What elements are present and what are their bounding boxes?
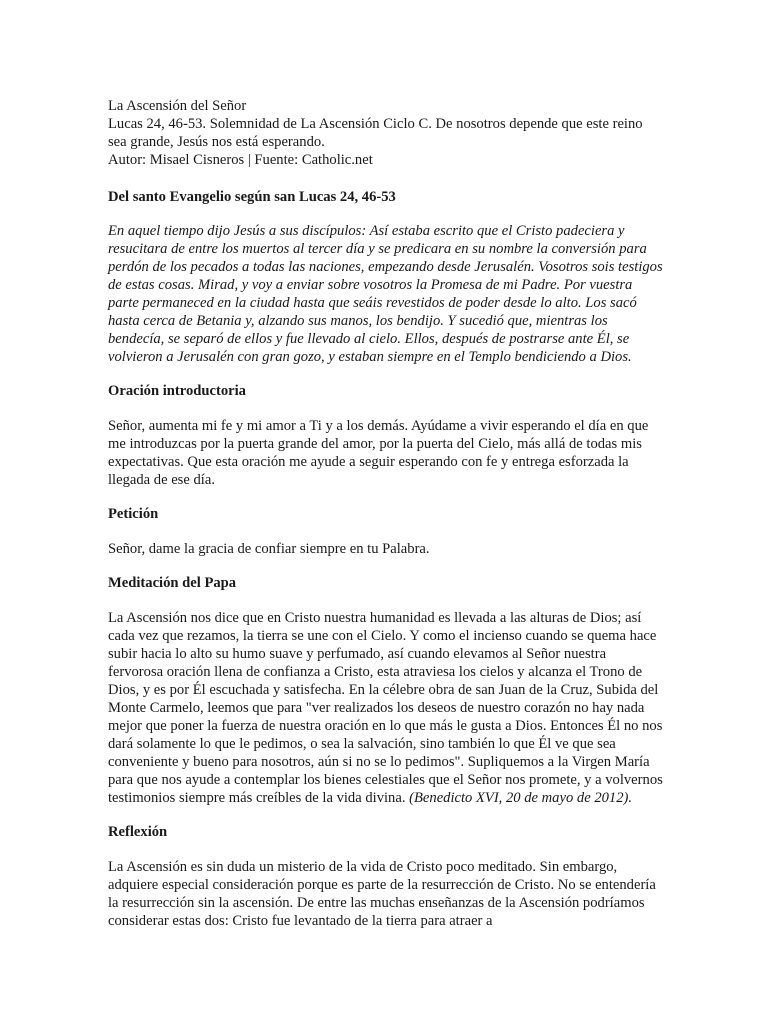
document-title: La Ascensión del Señor (108, 98, 247, 114)
oracion-heading: Oración introductoria (108, 383, 246, 399)
reflexion-text: La Ascensión es sin duda un misterio de la vida de Cristo poco meditado. Sin embargo, adquiere especial consideración porque es parte de la resurrección de Cristo. No se entendería la resurrección sin la ascensión. De entre las muchas enseñanzas de la Ascensión podríamos considerar estas dos: Cristo fue levantado de la tierra para atraer a (108, 859, 656, 929)
meditacion-heading: Meditación del Papa (108, 575, 237, 591)
gospel-text: En aquel tiempo dijo Jesús a sus discípulos: Así estaba escrito que el Cristo padeciera y resucitara de entre los muertos al tercer día y se predicara en su nombre la conversión para perdón de los pecados a todas las naciones, empezando desde Jerusalén. Vosotros sois testigos de estas cosas. Mirad, y voy a enviar sobre vosotros la Promesa de mi Padre. Por vuestra parte permaneced en la ciudad hasta que seáis revestidos de poder desde lo alto. Los sacó hasta cerca de Betania y, alzando sus manos, los bendijo. Y sucedió que, mientras los bendecía, se separó de ellos y fue llevado al cielo. Ellos, después de postrarse ante Él, se volvieron a Jerusalén con gran gozo, y estaban siempre en el Templo bendiciendo a Dios. (108, 223, 663, 365)
meditacion-paragraph (108, 609, 664, 807)
document-author: Autor: Misael Cisneros | Fuente: Catholic.net (108, 152, 373, 168)
gospel-heading: Del santo Evangelio según san Lucas 24, 46-53 (108, 189, 396, 205)
oracion-text: Señor, aumenta mi fe y mi amor a Ti y a los demás. Ayúdame a vivir esperando el día en que me introduzcas por la puerta grande del amor, por la puerta del Cielo, más allá de todas mis expectativas. Que esta oración me ayude a seguir esperando con fe y entrega esforzada la llegada de ese día. (108, 418, 649, 488)
document-page (108, 97, 664, 930)
document-header (108, 97, 664, 169)
meditacion-citation: (Benedicto XVI, 20 de mayo de 2012). (409, 790, 633, 806)
document-subtitle: Lucas 24, 46-53. Solemnidad de La Ascensión Ciclo C. De nosotros depende que este reino sea grande, Jesús nos está esperando. (108, 116, 643, 150)
peticion-heading: Petición (108, 506, 159, 522)
peticion-text: Señor, dame la gracia de confiar siempre en tu Palabra. (108, 541, 430, 557)
meditacion-text: La Ascensión nos dice que en Cristo nuestra humanidad es llevada a las alturas de Dios; así cada vez que rezamos, la tierra se une con el Cielo. Y como el incienso cuando se quema hace subir hacia lo alto su humo suave y perfumado, así cuando elevamos al Señor nuestra fervorosa oración llena de confianza a Cristo, esta atraviesa los cielos y alcanza el Trono de Dios, y es por Él escuchada y satisfecha. En la célebre obra de san Juan de la Cruz, Subida del Monte Carmelo, leemos que para "ver realizados los deseos de nuestro corazón no hay nada mejor que poner la fuerza de nuestra oración en lo que más le gusta a Dios. Entonces Él no nos dará solamente lo que le pedimos, o sea la salvación, sino también lo que Él ve que sea conveniente y bueno para nosotros, aún si no se lo pedimos". Supliquemos a la Virgen María para que nos ayude a contemplar los bienes celestiales que el Señor nos promete, y a volvernos testimonios siempre más creíbles de la vida divina. (108, 610, 663, 806)
reflexion-heading: Reflexión (108, 824, 168, 840)
